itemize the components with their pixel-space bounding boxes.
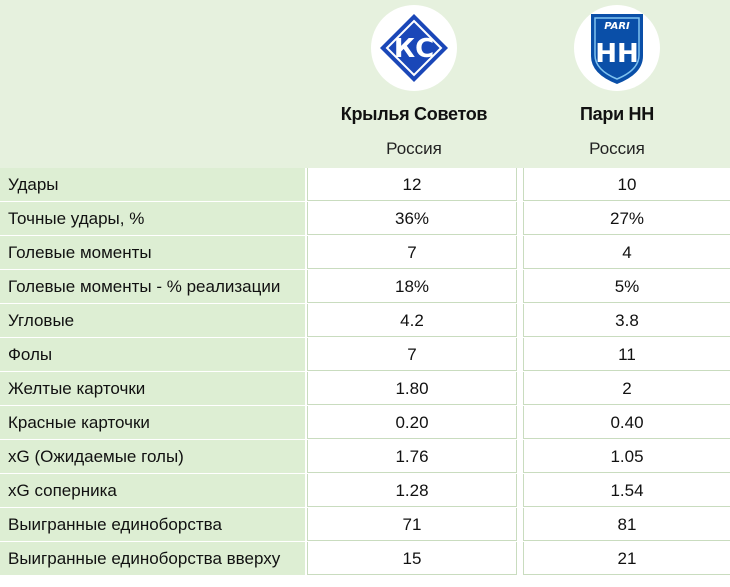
table-header — [0, 0, 730, 168]
team1-value: 18% — [307, 270, 517, 303]
team2-value: 4 — [523, 236, 730, 269]
stat-label: Точные удары, % — [0, 202, 305, 235]
team-country: Россия — [589, 139, 645, 158]
stat-label: Желтые карточки — [0, 372, 305, 405]
team-logo-krylia-sovetov — [371, 5, 457, 91]
team2-value: 10 — [523, 168, 730, 201]
stat-label: xG (Ожидаемые голы) — [0, 440, 305, 473]
logo-lettering: НН — [595, 39, 639, 69]
table-row — [0, 270, 730, 304]
pari-nn-shield-icon — [587, 10, 647, 86]
logo-lettering: КС — [393, 34, 435, 64]
table-row — [0, 168, 730, 202]
table-row — [0, 406, 730, 440]
team2-value: 27% — [523, 202, 730, 235]
team2-value: 11 — [523, 338, 730, 371]
team1-value: 15 — [307, 542, 517, 575]
team2-value: 0.40 — [523, 406, 730, 439]
team2-value: 81 — [523, 508, 730, 541]
stat-label: Выигранные единоборства вверху — [0, 542, 305, 575]
team1-value: 1.28 — [307, 474, 517, 507]
team1-value: 36% — [307, 202, 517, 235]
krylia-sovetov-logo-icon — [378, 12, 450, 84]
stats-rows — [0, 168, 730, 576]
team-name: Пари НН — [580, 104, 654, 124]
team2-value: 2 — [523, 372, 730, 405]
table-row — [0, 372, 730, 406]
table-row — [0, 236, 730, 270]
team1-value: 7 — [307, 236, 517, 269]
table-row — [0, 542, 730, 576]
team1-value: 1.76 — [307, 440, 517, 473]
team1-value: 7 — [307, 338, 517, 371]
team-column-header-1 — [309, 0, 519, 168]
team1-value: 0.20 — [307, 406, 517, 439]
team1-value: 12 — [307, 168, 517, 201]
stat-label: Красные карточки — [0, 406, 305, 439]
team2-value: 5% — [523, 270, 730, 303]
team-logo-pari-nn — [574, 5, 660, 91]
table-row — [0, 508, 730, 542]
stat-label: Выигранные единоборства — [0, 508, 305, 541]
team-column-header-2 — [512, 0, 722, 168]
team-name: Крылья Советов — [340, 104, 488, 124]
table-row — [0, 202, 730, 236]
logo-brand: PARI — [604, 21, 630, 32]
stat-label: Голевые моменты - % реализации — [0, 270, 305, 303]
team1-value: 1.80 — [307, 372, 517, 405]
stat-label: xG соперника — [0, 474, 305, 507]
team2-value: 1.54 — [523, 474, 730, 507]
stat-label: Голевые моменты — [0, 236, 305, 269]
team1-value: 4.2 — [307, 304, 517, 337]
stat-label: Угловые — [0, 304, 305, 337]
team2-value: 21 — [523, 542, 730, 575]
table-row — [0, 338, 730, 372]
team2-value: 3.8 — [523, 304, 730, 337]
table-row — [0, 440, 730, 474]
team-country: Россия — [386, 139, 442, 158]
table-row — [0, 474, 730, 508]
stat-label: Фолы — [0, 338, 305, 371]
team1-value: 71 — [307, 508, 517, 541]
stat-label: Удары — [0, 168, 305, 201]
table-row — [0, 304, 730, 338]
team2-value: 1.05 — [523, 440, 730, 473]
